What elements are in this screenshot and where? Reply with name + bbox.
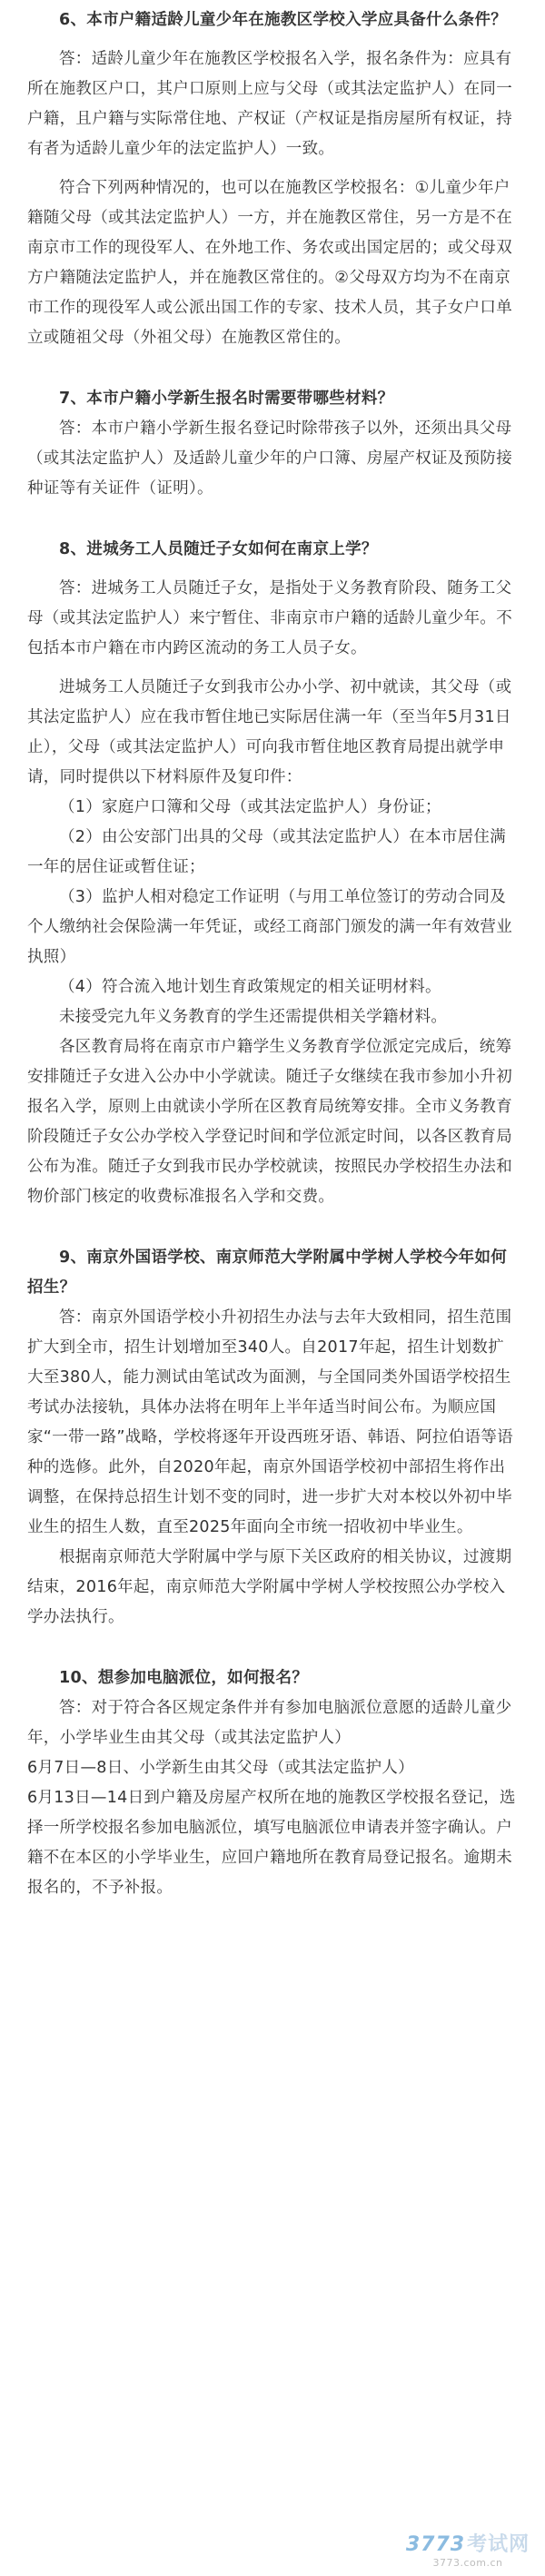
question-heading: 9、南京外国语学校、南京师范大学附属中学树人学校今年如何招生？ — [27, 1249, 508, 1297]
watermark-url: 3773.com.cn — [432, 2557, 503, 2569]
watermark-logo — [400, 2529, 536, 2557]
answer-paragraph: 根据南京师范大学附属中学与原下关区政府的相关协议，过渡期结束，2016年起，南京师范大学附属中学树人学校按照公办学校入学办法执行。 — [27, 1548, 512, 1626]
answer-paragraph: 符合下列两种情况的，也可以在施教区学校报名：①儿童少年户籍随父母（或其法定监护人）一方，并在施教区常住，另一方是不在南京市工作的现役军人、在外地工作、务农或出国定居的；或父母双方户籍随法定监护人，并在施教区常住的。②父母双方均为不在南京市工作的现役军人或公派出国工作的专家、技术人员，其子女户口单立或随祖父母（外祖父母）在施教区常住的。 — [27, 179, 512, 347]
question-heading: 7、本市户籍小学新生报名时需要带哪些材料？ — [59, 390, 394, 408]
answer-paragraph: 未接受完九年义务教育的学生还需提供相关学籍材料。 — [59, 1008, 448, 1026]
question-heading: 10、想参加电脑派位，如何报名？ — [59, 1669, 309, 1687]
question-heading: 8、进城务工人员随迁子女如何在南京上学？ — [59, 540, 378, 558]
list-item: （3）监护人相对稳定工作证明（与用工单位签订的劳动合同及个人缴纳社会保险满一年凭证，或经工商部门颁发的满一年有效营业执照） — [27, 888, 512, 966]
watermark-logo-number: 3773 — [405, 2533, 466, 2556]
list-item: （2）由公安部门出具的父母（或其法定监护人）在本市居住满一年的居住证或暂住证； — [27, 828, 507, 876]
faq-section-7 — [27, 384, 518, 504]
faq-section-8 — [27, 535, 518, 1212]
watermark-logo-text: 考试网 — [467, 2533, 530, 2556]
faq-section-6 — [27, 5, 518, 353]
answer-paragraph: 答：本市户籍小学新生报名登记时除带孩子以外，还须出具父母（或其法定监护人）及适龄儿童少年的户口簿、房屋产权证及预防接种证等有关证件（证明）。 — [27, 419, 512, 498]
question-heading: 6、本市户籍适龄儿童少年在施教区学校入学应具备什么条件？ — [59, 11, 508, 29]
answer-paragraph: 答：南京外国语学校小升初招生办法与去年大致相同，招生范围扩大到全市，招生计划增加至340人。自2017年起，招生计划数扩大至380人，能力测试由笔试改为面测，与全国同类外国语学校招生考试办法接轨，具体办法将在明年上半年适当时间公布。为顺应国家“一带一路”战略，学校将逐年开设西班牙语、韩语、阿拉伯语等语种的选修。此外，自2020年起，南京外国语学校初中部招生将作出调整，在保持总招生计划不变的同时，进一步扩大对本校以外初中毕业生的招生人数，直至2025年面向全市统一招收初中毕业生。 — [27, 1308, 513, 1536]
faq-section-9 — [27, 1243, 518, 1633]
answer-paragraph: 6月7日—8日、小学新生由其父母（或其法定监护人） — [27, 1759, 414, 1777]
answer-paragraph: 6月13日—14日到户籍及房屋产权所在地的施教区学校报名登记，选择一所学校报名参加电脑派位，填写电脑派位申请表并签字确认。户籍不在本区的小学毕业生，应回户籍地所在教育局登记报名。逾期未报名的，不予补报。 — [27, 1789, 516, 1897]
answer-paragraph: 答：对于符合各区规定条件并有参加电脑派位意愿的适龄儿童少年，小学毕业生由其父母（或其法定监护人） — [27, 1699, 512, 1747]
list-item: （1）家庭户口簿和父母（或其法定监护人）身份证； — [59, 798, 441, 816]
answer-paragraph: 答：适龄儿童少年在施教区学校报名入学，报名条件为：应具有所在施教区户口，其户口原则上应与父母（或其法定监护人）在同一户籍，且户籍与实际常住地、产权证（产权证是指房屋所有权证，持有者为适龄儿童少年的法定监护人）一致。 — [27, 50, 512, 158]
answer-paragraph: 进城务工人员随迁子女到我市公办小学、初中就读，其父母（或其法定监护人）应在我市暂住地已实际居住满一年（至当年5月31日止），父母（或其法定监护人）可向我市暂住地区教育局提出就学申请，同时提供以下材料原件及复印件： — [27, 678, 512, 786]
answer-paragraph: 各区教育局将在南京市户籍学生义务教育学位派定完成后，统筹安排随迁子女进入公办中小学就读。随迁子女继续在我市参加小升初报名入学，原则上由就读小学所在区教育局统筹安排。全市义务教育阶段随迁子女公办学校入学登记时间和学位派定时间，以各区教育局公布为准。随迁子女到我市民办学校就读，按照民办学校招生办法和物价部门核定的收费标准报名入学和交费。 — [27, 1038, 512, 1206]
faq-section-10 — [27, 1663, 518, 1903]
site-watermark — [400, 2529, 536, 2569]
answer-paragraph: 答：进城务工人员随迁子女，是指处于义务教育阶段、随务工父母（或其法定监护人）来宁暂住、非南京市户籍的适龄儿童少年。不包括本市户籍在市内跨区流动的务工人员子女。 — [27, 579, 512, 657]
list-item: （4）符合流入地计划生育政策规定的相关证明材料。 — [59, 978, 441, 996]
